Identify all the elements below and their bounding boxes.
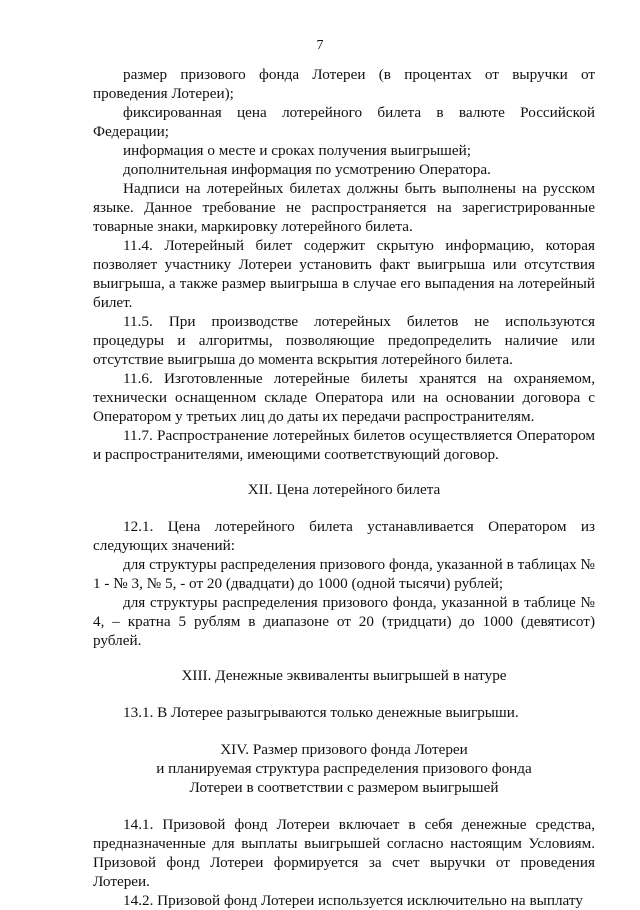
paragraph-14-1: 14.1. Призовой фонд Лотереи включает в себя денежные средства, предназначенные для выплаты выигрышей согласно настоящим Условиям. Призовой фонд Лотереи формируется за счет выручки от проведения Лотереи. (93, 816, 595, 890)
paragraph-13-1: 13.1. В Лотерее разыгрываются только денежные выигрыши. (123, 704, 519, 721)
section-14-heading-line-1: XIV. Размер призового фонда Лотереи (220, 741, 468, 758)
paragraph-fixed-price: фиксированная цена лотерейного билета в валюте Российской Федерации; (93, 104, 595, 140)
paragraph-12-1-tables-1-3-5: для структуры распределения призового фонда, указанной в таблицах № 1 - № 3, № 5, - от 20 (двадцати) до 1000 (одной тысячи) рублей; (93, 556, 595, 592)
document-body (93, 65, 595, 910)
paragraph-11-4: 11.4. Лотерейный билет содержит скрытую информацию, которая позволяет участнику Лотереи установить факт выигрыша или отсутствия выигрыша, а также размер выигрыша в случае его выпадения на лотерейный билет. (93, 237, 595, 311)
page-number: 7 (316, 38, 324, 53)
paragraph-11-6: 11.6. Изготовленные лотерейные билеты хранятся на охраняемом, технически оснащенном складе Оператора или на основании договора с Оператором у третьих лиц до даты их передачи распространителям. (93, 370, 595, 425)
paragraph-12-1-table-4: для структуры распределения призового фонда, указанной в таблице № 4, – кратна 5 рублям в диапазоне от 20 (тридцати) до 1000 (девятисот) рублей. (93, 594, 595, 649)
paragraph-additional-info: дополнительная информация по усмотрению Оператора. (123, 161, 491, 178)
paragraph-winnings-info: информация о месте и сроках получения выигрышей; (123, 142, 471, 159)
paragraph-14-2: 14.2. Призовой фонд Лотереи используется исключительно на выплату (123, 892, 583, 909)
section-12-heading: XII. Цена лотерейного билета (247, 481, 441, 498)
section-14-heading-line-2: и планируемая структура распределения призового фонда (156, 760, 532, 777)
paragraph-prize-fund-size: размер призового фонда Лотереи (в процентах от выручки от проведения Лотереи); (93, 66, 595, 102)
paragraph-ticket-inscriptions: Надписи на лотерейных билетах должны быть выполнены на русском языке. Данное требование не распространяется на зарегистрированные товарные знаки, маркировку лотерейного билета. (93, 180, 595, 235)
section-14-heading-line-3: Лотереи в соответствии с размером выигрышей (189, 779, 499, 796)
paragraph-11-7: 11.7. Распространение лотерейных билетов осуществляется Оператором и распространителями, имеющими соответствующий договор. (93, 427, 595, 463)
paragraph-12-1: 12.1. Цена лотерейного билета устанавливается Оператором из следующих значений: (93, 518, 595, 554)
section-13-heading: XIII. Денежные эквиваленты выигрышей в натуре (181, 667, 507, 684)
paragraph-11-5: 11.5. При производстве лотерейных билетов не используются процедуры и алгоритмы, позволяющие предопределить наличие или отсутствие выигрыша до момента вскрытия лотерейного билета. (93, 313, 595, 368)
